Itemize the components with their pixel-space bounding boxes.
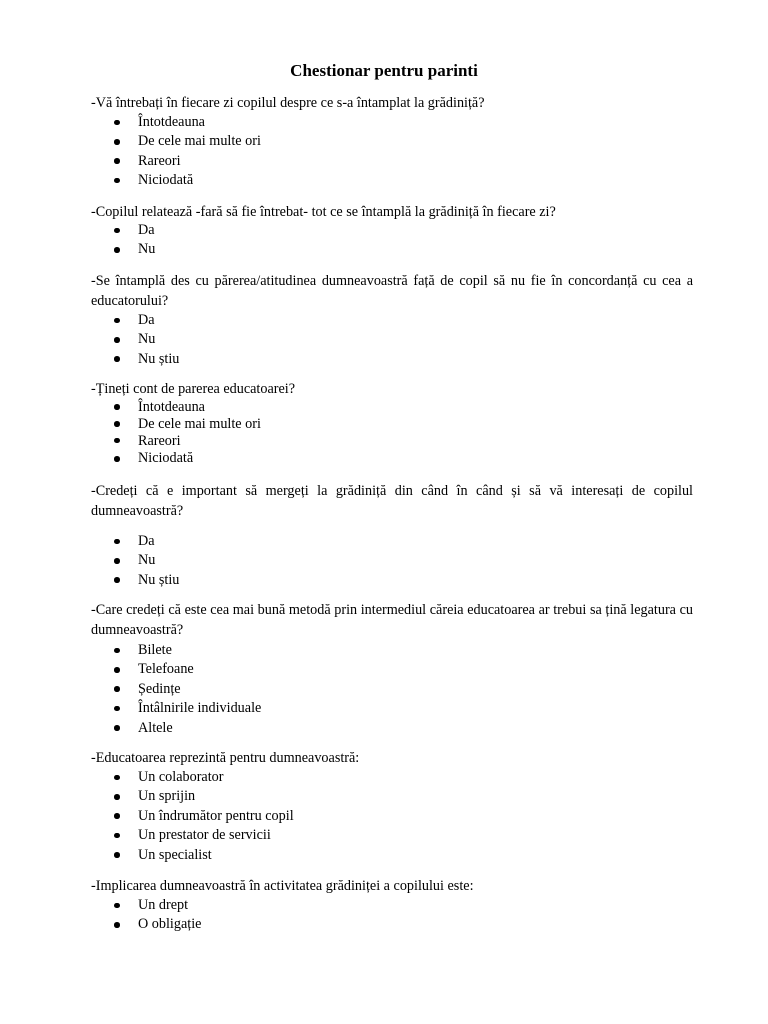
option-item: Nu <box>0 551 179 570</box>
question-4: -Țineți cont de parerea educatoarei? <box>91 381 296 397</box>
options-question-7 <box>0 768 294 865</box>
option-item: Nu <box>0 240 155 259</box>
question-5: -Credeți că e important să mergeți la grădiniță din când în când și să vă interesați de copilul dumneavoastră? <box>91 483 693 519</box>
option-item: Întâlnirile individuale <box>0 699 261 718</box>
options-question-8 <box>0 896 201 935</box>
option-item: Rareori <box>0 433 261 450</box>
option-item: Un prestator de servicii <box>0 826 294 845</box>
option-item: Nu <box>0 330 179 349</box>
option-item: Nu știu <box>0 571 179 590</box>
option-item: Un îndrumător pentru copil <box>0 807 294 826</box>
option-item: Niciodată <box>0 449 261 468</box>
option-item: Întotdeauna <box>0 399 261 416</box>
option-item: Da <box>0 311 179 330</box>
options-question-3 <box>0 311 179 369</box>
question-1: -Vă întrebați în fiecare zi copilul despre ce s-a întamplat la grădiniță? <box>91 95 485 111</box>
option-item: Un sprijin <box>0 787 294 806</box>
option-item: Telefoane <box>0 660 261 679</box>
question-7: -Educatoarea reprezintă pentru dumneavoastră: <box>91 750 360 766</box>
question-8: -Implicarea dumneavoastră în activitatea grădiniței a copilului este: <box>91 878 474 894</box>
options-question-4 <box>0 399 261 469</box>
option-item: Altele <box>0 719 261 738</box>
question-3: -Se întamplă des cu părerea/atitudinea dumneavoastră față de copil să nu fie în concordanță cu cea a educatorului? <box>91 273 693 309</box>
question-6: -Care credeți că este cea mai bună metodă prin intermediul căreia educatoarea ar trebui sa țină legatura cu dumneavoastră? <box>91 602 693 638</box>
option-item: Un colaborator <box>0 768 294 787</box>
option-item: Da <box>0 532 179 551</box>
option-item: De cele mai multe ori <box>0 416 261 433</box>
document-title: Chestionar pentru parinti <box>290 61 478 80</box>
option-item: Nu știu <box>0 350 179 369</box>
option-item: Un specialist <box>0 846 294 865</box>
option-item: Ședințe <box>0 680 261 699</box>
options-question-1 <box>0 113 261 191</box>
options-question-6 <box>0 641 261 738</box>
option-item: Da <box>0 221 155 240</box>
option-item: Bilete <box>0 641 261 660</box>
question-2: -Copilul relatează -fară să fie întrebat- tot ce se întamplă la grădiniță în fiecare zi? <box>91 204 556 220</box>
option-item: O obligație <box>0 915 201 934</box>
option-item: Un drept <box>0 896 201 915</box>
options-question-2 <box>0 221 155 260</box>
option-item: Întotdeauna <box>0 113 261 132</box>
options-question-5 <box>0 532 179 590</box>
option-item: Niciodată <box>0 171 261 190</box>
option-item: Rareori <box>0 152 261 171</box>
option-item: De cele mai multe ori <box>0 132 261 151</box>
